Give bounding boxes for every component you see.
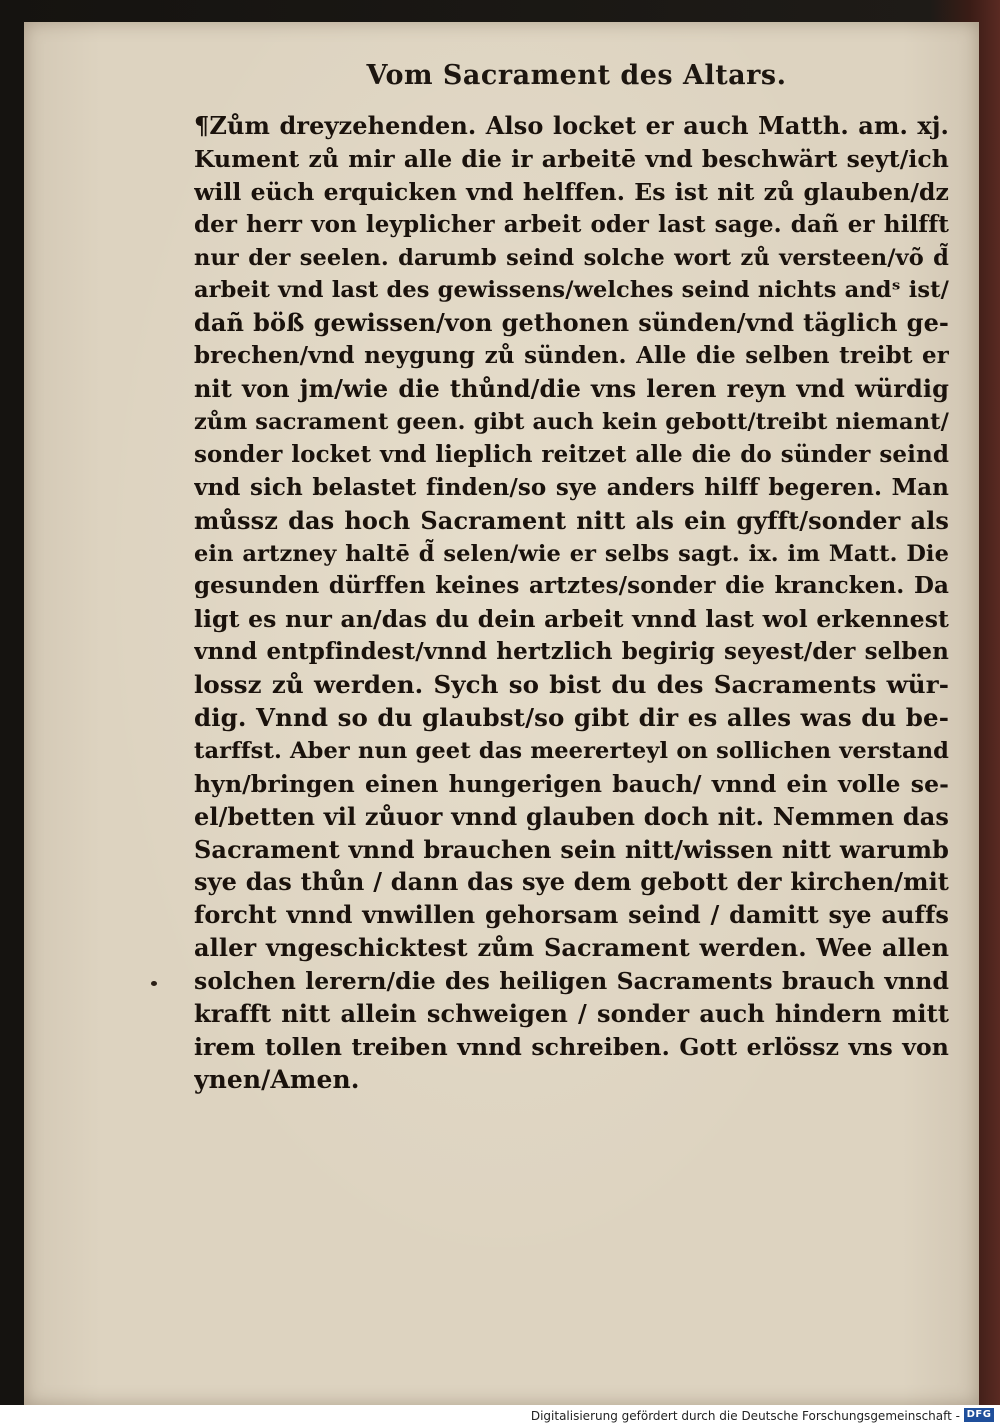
text-line: ein artzney haltē d̃ selen/wie er selbs sagt. ix. im Matt. Die xyxy=(194,540,949,567)
text-line: ynen/Amen. xyxy=(194,1064,360,1094)
text-line: will eüch erquicken vnd helffen. Es ist nit zů glauben/dz xyxy=(194,177,949,206)
text-line: irem tollen treiben vnnd schreiben. Gott erlössz vns von xyxy=(194,1032,949,1061)
text-line xyxy=(194,110,949,143)
text-line: můssz das hoch Sacrament nitt als ein gyfft/sonder als xyxy=(194,505,949,535)
text-line: der herr von leyplicher arbeit oder last sage. dañ er hilfft xyxy=(194,210,949,238)
text-line: lossz zů werden. Sych so bist du des Sacraments wür- xyxy=(194,670,949,700)
dfg-logo-icon: DFG xyxy=(964,1408,994,1422)
text-line: brechen/vnd neygung zů sünden. Alle die selben treibt er xyxy=(194,342,949,370)
text-line: dañ böß gewissen/von gethonen sünden/vnd täglich ge- xyxy=(194,308,949,338)
text-line: sonder locket vnd lieplich reitzet alle die do sünder seind xyxy=(194,440,949,468)
body-text xyxy=(194,110,949,1097)
text-line: aller vngeschicktest zům Sacrament werden. Wee allen xyxy=(194,933,949,963)
text-line: vnnd entpfindest/vnnd hertzlich begirig seyest/der selben xyxy=(194,638,949,666)
text-line: solchen lerern/die des heiligen Sacraments brauch vnnd xyxy=(194,967,949,996)
funding-credit: Digitalisierung gefördert durch die Deutsche Forschungsgemeinschaft - xyxy=(530,1409,960,1423)
margin-mark xyxy=(151,981,157,986)
text-line: krafft nitt allein schweigen / sonder auch hindern mitt xyxy=(194,999,949,1029)
text-line: Kument zů mir alle die ir arbeitē vnd beschwärt seyt/ich xyxy=(194,144,949,173)
text-line: gesunden dürffen keines artztes/sonder die krancken. Da xyxy=(194,572,949,600)
text-line: dig. Vnnd so du glaubst/so gibt dir es alles was du be- xyxy=(194,703,949,733)
text-line: Sacrament vnnd brauchen sein nitt/wissen nitt warumb xyxy=(194,834,949,864)
text-line-content: Zům dreyzehenden. Also locket er auch Matth. am. xj. xyxy=(209,111,949,140)
text-line: zům sacrament geen. gibt auch kein gebott/treibt niemant/ xyxy=(194,409,949,436)
text-line: hyn/bringen einen hungerigen bauch/ vnnd ein volle se- xyxy=(194,769,949,798)
running-head: Vom Sacrament des Altars. xyxy=(366,60,787,91)
text-line: vnd sich belastet finden/so sye anders hilff begeren. Man xyxy=(194,473,949,501)
text-line: nur der seelen. darumb seind solche wort zů versteen/võ d̃ xyxy=(194,244,949,271)
text-line: tarffst. Aber nun geet das meererteyl on sollichen verstand xyxy=(194,737,949,764)
paragraph-mark-icon: ¶ xyxy=(194,111,210,140)
text-line: nit von jm/wie die thůnd/die vns leren reyn vnd würdig xyxy=(194,374,949,404)
text-line: el/betten vil zůuor vnnd glauben doch nit. Nemmen das xyxy=(194,801,949,831)
book-page xyxy=(24,22,979,1405)
text-line: sye das thůn / dann das sye dem gebott der kirchen/mit xyxy=(194,867,949,897)
text-line: arbeit vnd last des gewissens/welches seind nichts andˢ ist/ xyxy=(194,277,949,304)
text-line: ligt es nur an/das du dein arbeit vnnd last wol erkennest xyxy=(194,605,949,634)
text-line: forcht vnnd vnwillen gehorsam seind / damitt sye auffs xyxy=(194,900,949,930)
